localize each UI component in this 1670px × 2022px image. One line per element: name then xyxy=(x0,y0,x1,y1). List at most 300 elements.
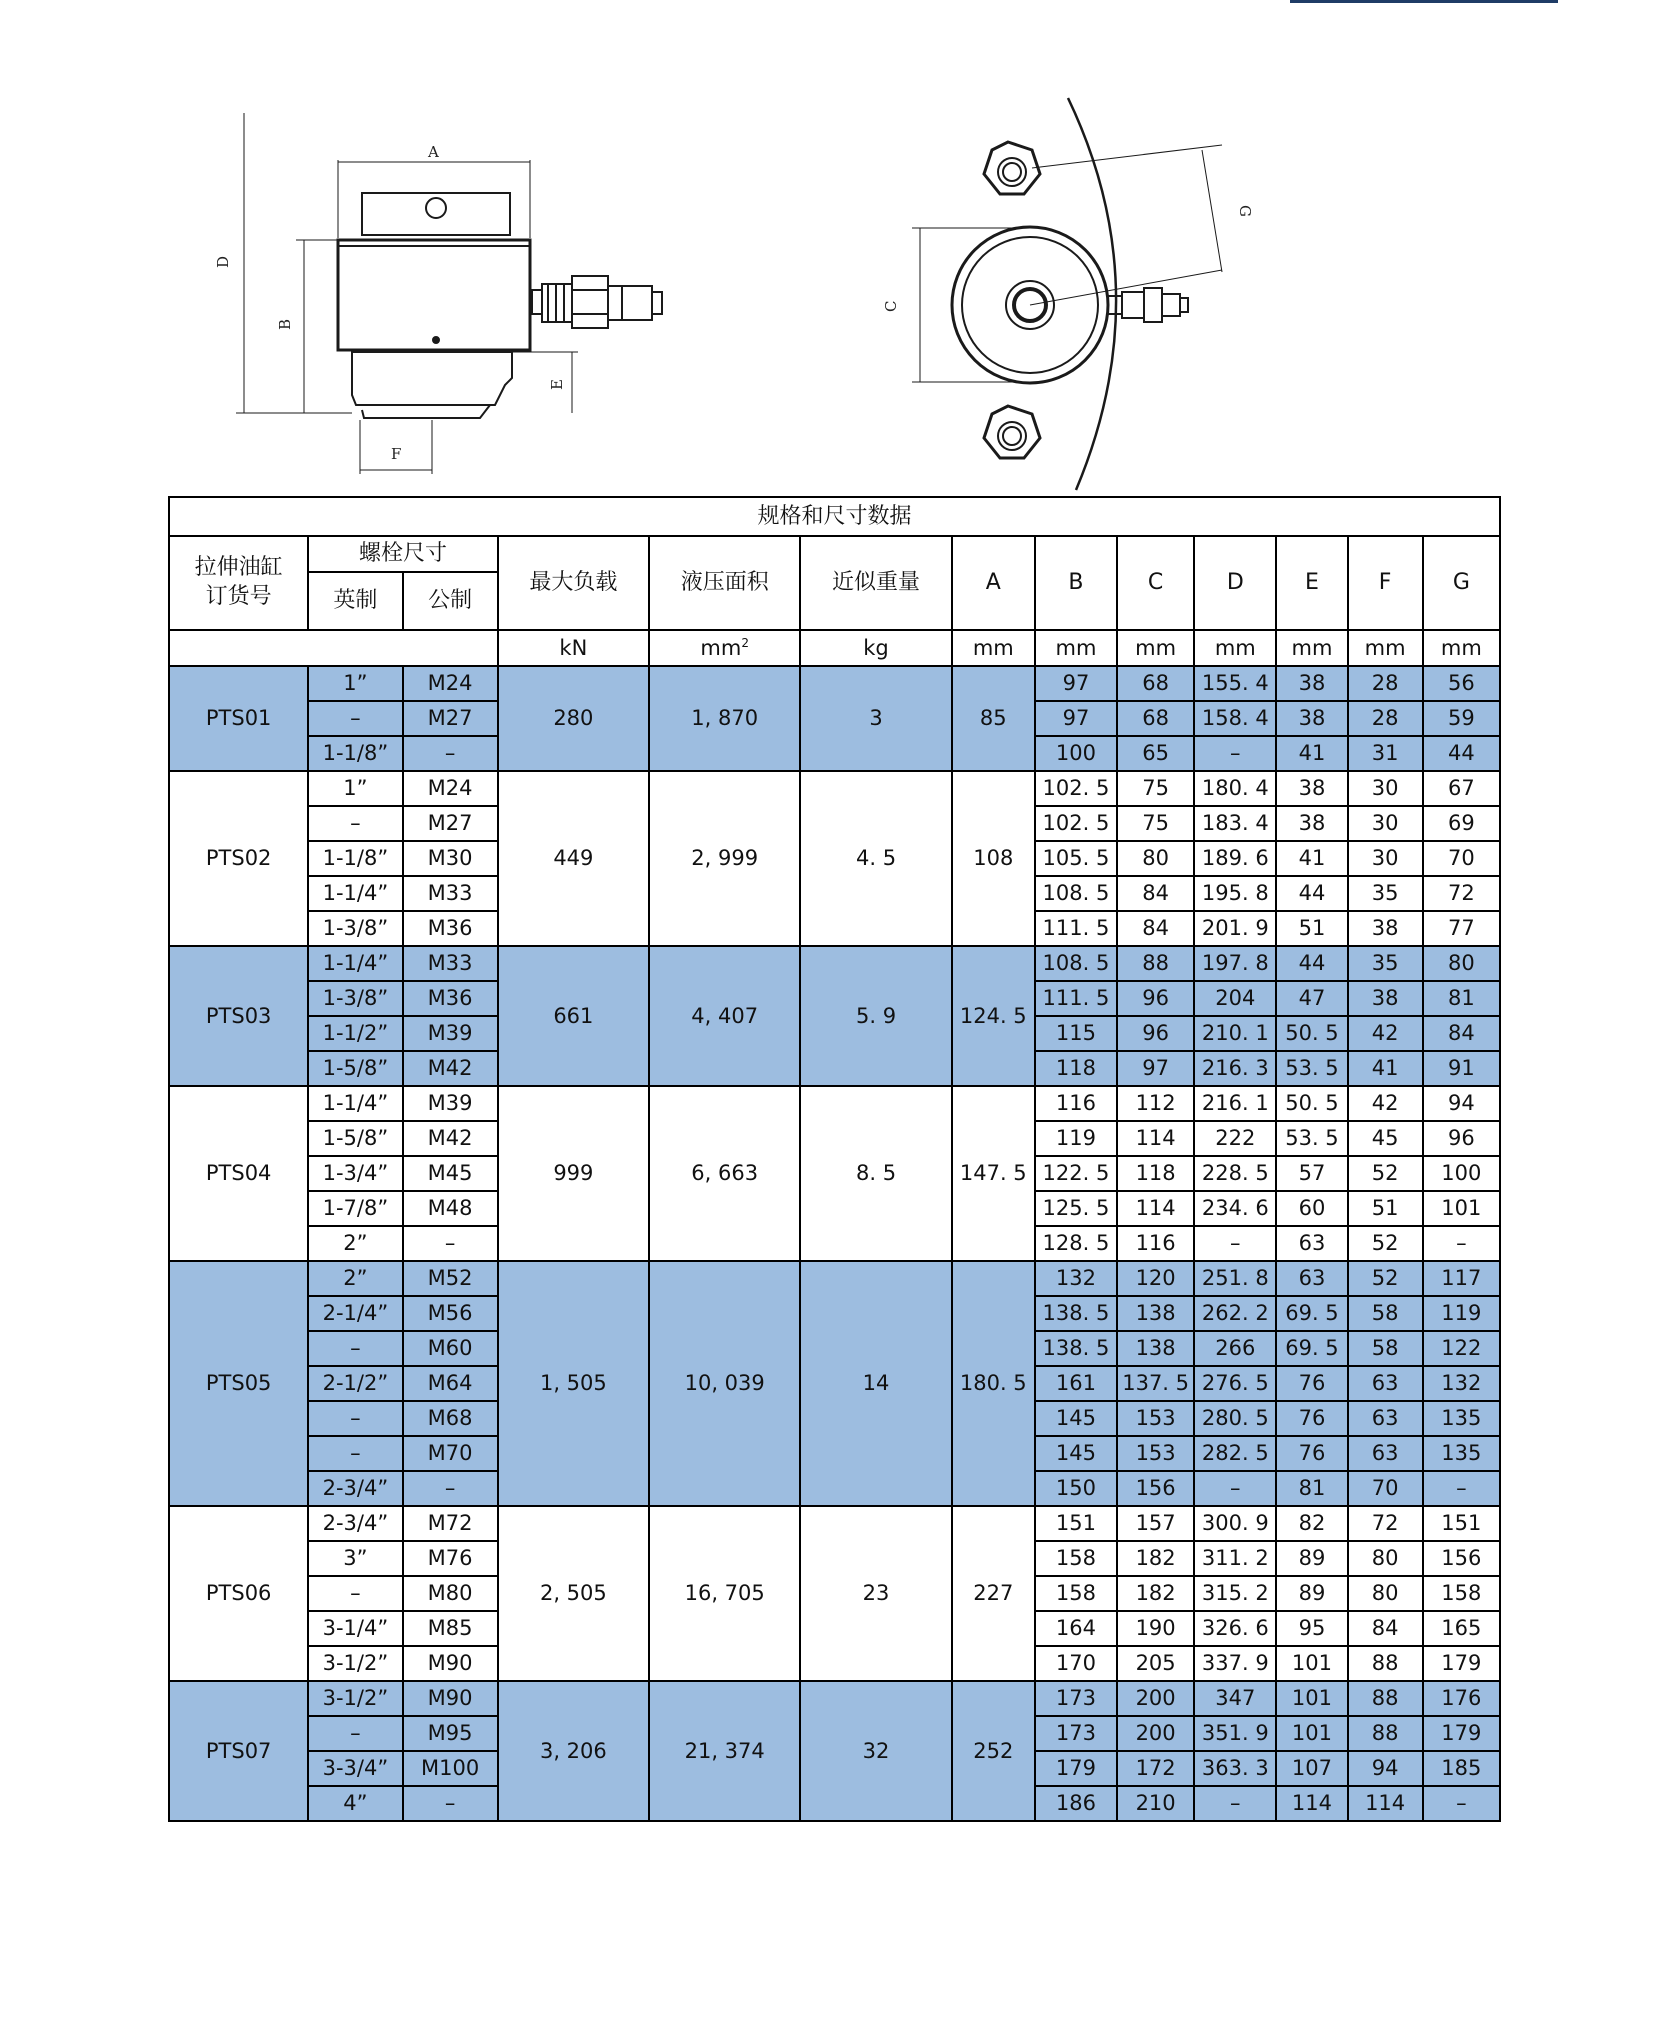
hydraulic-area-cell: 4, 407 xyxy=(649,946,800,1086)
table-row xyxy=(169,1681,1500,1716)
cell-metric: M70 xyxy=(403,1436,498,1471)
cell-d: – xyxy=(1194,1226,1276,1261)
cell-e: 76 xyxy=(1276,1436,1347,1471)
cell-e: 101 xyxy=(1276,1716,1347,1751)
cell-c: 153 xyxy=(1117,1436,1194,1471)
hydraulic-area-cell: 6, 663 xyxy=(649,1086,800,1261)
weight-cell: 23 xyxy=(800,1506,951,1681)
cell-d: 216. 1 xyxy=(1194,1086,1276,1121)
unit-d: mm xyxy=(1194,630,1276,666)
cell-g: 179 xyxy=(1423,1716,1500,1751)
cell-g: – xyxy=(1423,1471,1500,1506)
cell-b: 179 xyxy=(1035,1751,1117,1786)
cell-c: 200 xyxy=(1117,1716,1194,1751)
cell-c: 120 xyxy=(1117,1261,1194,1296)
cell-c: 80 xyxy=(1117,841,1194,876)
cell-e: 60 xyxy=(1276,1191,1347,1226)
cell-c: 116 xyxy=(1117,1226,1194,1261)
cell-f: 28 xyxy=(1348,701,1423,736)
cell-e: 76 xyxy=(1276,1401,1347,1436)
cell-e: 38 xyxy=(1276,806,1347,841)
cell-g: 81 xyxy=(1423,981,1500,1016)
max-load-cell: 3, 206 xyxy=(498,1681,649,1821)
cell-d: 326. 6 xyxy=(1194,1611,1276,1646)
unit-mm2 xyxy=(649,630,800,666)
cell-g: 84 xyxy=(1423,1016,1500,1051)
cell-f: 52 xyxy=(1348,1156,1423,1191)
cell-metric: M56 xyxy=(403,1296,498,1331)
cell-metric: – xyxy=(403,1786,498,1821)
cell-imperial: 1-5/8” xyxy=(308,1051,402,1086)
cell-imperial: 1-5/8” xyxy=(308,1121,402,1156)
cell-f: 63 xyxy=(1348,1436,1423,1471)
cell-metric: M85 xyxy=(403,1611,498,1646)
cell-d: 180. 4 xyxy=(1194,771,1276,806)
cell-d: 189. 6 xyxy=(1194,841,1276,876)
cell-imperial: 1-3/8” xyxy=(308,981,402,1016)
header-model: 拉伸油缸 订货号 xyxy=(169,536,308,630)
cell-f: 70 xyxy=(1348,1471,1423,1506)
cell-g: 156 xyxy=(1423,1541,1500,1576)
cell-d: 280. 5 xyxy=(1194,1401,1276,1436)
dim-label-c: C xyxy=(882,300,900,312)
cell-g: 96 xyxy=(1423,1121,1500,1156)
cell-b: 173 xyxy=(1035,1716,1117,1751)
cell-metric: M27 xyxy=(403,806,498,841)
cell-c: 75 xyxy=(1117,806,1194,841)
hydraulic-area-cell: 16, 705 xyxy=(649,1506,800,1681)
unit-e: mm xyxy=(1276,630,1347,666)
cell-e: 82 xyxy=(1276,1506,1347,1541)
cell-imperial: – xyxy=(308,806,402,841)
table-row xyxy=(169,1086,1500,1121)
cell-imperial: 1-3/8” xyxy=(308,911,402,946)
cell-d: 315. 2 xyxy=(1194,1576,1276,1611)
cell-b: 97 xyxy=(1035,666,1117,701)
cell-c: 65 xyxy=(1117,736,1194,771)
cell-g: 80 xyxy=(1423,946,1500,981)
cell-g: 165 xyxy=(1423,1611,1500,1646)
cell-f: 41 xyxy=(1348,1051,1423,1086)
cell-g: 122 xyxy=(1423,1331,1500,1366)
unit-mm2-base: mm xyxy=(700,636,742,660)
dim-a-cell: 124. 5 xyxy=(952,946,1035,1086)
cell-c: 114 xyxy=(1117,1121,1194,1156)
cell-f: 88 xyxy=(1348,1716,1423,1751)
header-metric: 公制 xyxy=(403,572,498,630)
cell-imperial: – xyxy=(308,1576,402,1611)
cell-c: 138 xyxy=(1117,1331,1194,1366)
cell-g: 158 xyxy=(1423,1576,1500,1611)
cell-b: 115 xyxy=(1035,1016,1117,1051)
model-group-pts06 xyxy=(169,1506,1500,1681)
cell-e: 69. 5 xyxy=(1276,1296,1347,1331)
cell-c: 172 xyxy=(1117,1751,1194,1786)
cell-g: 135 xyxy=(1423,1401,1500,1436)
max-load-cell: 280 xyxy=(498,666,649,771)
cell-imperial: 3-1/2” xyxy=(308,1681,402,1716)
cell-imperial: 1-1/8” xyxy=(308,841,402,876)
unit-b: mm xyxy=(1035,630,1117,666)
cell-e: 107 xyxy=(1276,1751,1347,1786)
cell-b: 138. 5 xyxy=(1035,1296,1117,1331)
dim-label-g: G xyxy=(1236,205,1254,217)
model-group-pts02 xyxy=(169,771,1500,946)
unit-mm2-sup: 2 xyxy=(741,636,749,650)
cell-b: 138. 5 xyxy=(1035,1331,1117,1366)
cell-c: 114 xyxy=(1117,1191,1194,1226)
cell-c: 88 xyxy=(1117,946,1194,981)
cell-imperial: 1” xyxy=(308,771,402,806)
cell-imperial: 2-1/4” xyxy=(308,1296,402,1331)
cell-c: 205 xyxy=(1117,1646,1194,1681)
cell-f: 30 xyxy=(1348,841,1423,876)
header-e: E xyxy=(1276,536,1347,630)
cell-g: 67 xyxy=(1423,771,1500,806)
cell-f: 58 xyxy=(1348,1331,1423,1366)
weight-cell: 5. 9 xyxy=(800,946,951,1086)
cell-imperial: 3” xyxy=(308,1541,402,1576)
cell-metric: – xyxy=(403,1226,498,1261)
max-load-cell: 449 xyxy=(498,771,649,946)
cell-b: 132 xyxy=(1035,1261,1117,1296)
cell-c: 157 xyxy=(1117,1506,1194,1541)
model-cell: PTS04 xyxy=(169,1086,308,1261)
cell-g: – xyxy=(1423,1226,1500,1261)
cell-metric: M36 xyxy=(403,981,498,1016)
cell-g: 117 xyxy=(1423,1261,1500,1296)
cell-metric: M27 xyxy=(403,701,498,736)
cell-e: 50. 5 xyxy=(1276,1086,1347,1121)
cell-metric: M64 xyxy=(403,1366,498,1401)
cell-imperial: 2” xyxy=(308,1261,402,1296)
model-cell: PTS05 xyxy=(169,1261,308,1506)
table-row xyxy=(169,946,1500,981)
cell-metric: M42 xyxy=(403,1121,498,1156)
dim-a-cell: 180. 5 xyxy=(952,1261,1035,1506)
cell-imperial: 2-1/2” xyxy=(308,1366,402,1401)
cell-metric: M24 xyxy=(403,771,498,806)
unit-blank xyxy=(169,630,498,666)
cell-metric: M24 xyxy=(403,666,498,701)
cell-c: 118 xyxy=(1117,1156,1194,1191)
cell-b: 170 xyxy=(1035,1646,1117,1681)
model-cell: PTS01 xyxy=(169,666,308,771)
dim-a-cell: 108 xyxy=(952,771,1035,946)
header-hydraulic-area: 液压面积 xyxy=(649,536,800,630)
cell-e: 101 xyxy=(1276,1646,1347,1681)
table-title: 规格和尺寸数据 xyxy=(169,497,1500,536)
cell-f: 35 xyxy=(1348,876,1423,911)
dim-label-f: F xyxy=(391,445,402,463)
cell-d: 351. 9 xyxy=(1194,1716,1276,1751)
cell-b: 158 xyxy=(1035,1576,1117,1611)
unit-kg: kg xyxy=(800,630,951,666)
max-load-cell: 661 xyxy=(498,946,649,1086)
hydraulic-area-cell: 10, 039 xyxy=(649,1261,800,1506)
cell-b: 150 xyxy=(1035,1471,1117,1506)
cell-e: 44 xyxy=(1276,876,1347,911)
dim-label-b: B xyxy=(276,318,294,330)
cell-g: 44 xyxy=(1423,736,1500,771)
cell-b: 102. 5 xyxy=(1035,771,1117,806)
cell-b: 128. 5 xyxy=(1035,1226,1117,1261)
cell-c: 112 xyxy=(1117,1086,1194,1121)
table-row xyxy=(169,771,1500,806)
cell-imperial: – xyxy=(308,1401,402,1436)
cell-g: 94 xyxy=(1423,1086,1500,1121)
cell-d: 195. 8 xyxy=(1194,876,1276,911)
cell-d: 222 xyxy=(1194,1121,1276,1156)
cell-metric: M42 xyxy=(403,1051,498,1086)
cell-b: 105. 5 xyxy=(1035,841,1117,876)
cell-e: 57 xyxy=(1276,1156,1347,1191)
cell-b: 97 xyxy=(1035,701,1117,736)
cell-metric: M30 xyxy=(403,841,498,876)
unit-kn: kN xyxy=(498,630,649,666)
cell-g: 70 xyxy=(1423,841,1500,876)
cell-c: 68 xyxy=(1117,701,1194,736)
model-group-pts05 xyxy=(169,1261,1500,1506)
cell-g: 91 xyxy=(1423,1051,1500,1086)
cell-imperial: – xyxy=(308,1436,402,1471)
cell-imperial: 1-1/4” xyxy=(308,876,402,911)
cell-f: 31 xyxy=(1348,736,1423,771)
cell-b: 151 xyxy=(1035,1506,1117,1541)
cell-b: 108. 5 xyxy=(1035,946,1117,981)
max-load-cell: 999 xyxy=(498,1086,649,1261)
hydraulic-area-cell: 1, 870 xyxy=(649,666,800,771)
cell-b: 145 xyxy=(1035,1401,1117,1436)
cell-b: 116 xyxy=(1035,1086,1117,1121)
cell-e: 63 xyxy=(1276,1226,1347,1261)
cell-metric: M39 xyxy=(403,1016,498,1051)
cell-d: 266 xyxy=(1194,1331,1276,1366)
cell-metric: M68 xyxy=(403,1401,498,1436)
cell-c: 182 xyxy=(1117,1576,1194,1611)
weight-cell: 3 xyxy=(800,666,951,771)
header-f: F xyxy=(1348,536,1423,630)
header-c: C xyxy=(1117,536,1194,630)
cell-g: 100 xyxy=(1423,1156,1500,1191)
cell-imperial: 2-3/4” xyxy=(308,1506,402,1541)
dim-a-cell: 85 xyxy=(952,666,1035,771)
cell-metric: M72 xyxy=(403,1506,498,1541)
cell-d: 251. 8 xyxy=(1194,1261,1276,1296)
table-row xyxy=(169,1506,1500,1541)
cell-b: 100 xyxy=(1035,736,1117,771)
cell-c: 96 xyxy=(1117,981,1194,1016)
dim-a-cell: 227 xyxy=(952,1506,1035,1681)
cell-c: 97 xyxy=(1117,1051,1194,1086)
cell-d: 347 xyxy=(1194,1681,1276,1716)
header-b: B xyxy=(1035,536,1117,630)
cell-f: 94 xyxy=(1348,1751,1423,1786)
cell-e: 50. 5 xyxy=(1276,1016,1347,1051)
cell-b: 111. 5 xyxy=(1035,911,1117,946)
cell-d: – xyxy=(1194,736,1276,771)
technical-drawing xyxy=(0,0,1670,500)
weight-cell: 14 xyxy=(800,1261,951,1506)
model-cell: PTS03 xyxy=(169,946,308,1086)
cell-e: 69. 5 xyxy=(1276,1331,1347,1366)
cell-metric: – xyxy=(403,736,498,771)
cell-b: 145 xyxy=(1035,1436,1117,1471)
cell-f: 42 xyxy=(1348,1086,1423,1121)
table-row xyxy=(169,1261,1500,1296)
cell-c: 210 xyxy=(1117,1786,1194,1821)
cell-e: 47 xyxy=(1276,981,1347,1016)
cell-b: 186 xyxy=(1035,1786,1117,1821)
cell-d: 216. 3 xyxy=(1194,1051,1276,1086)
unit-a: mm xyxy=(952,630,1035,666)
cell-metric: M39 xyxy=(403,1086,498,1121)
cell-b: 118 xyxy=(1035,1051,1117,1086)
cell-d: 282. 5 xyxy=(1194,1436,1276,1471)
hydraulic-area-cell: 2, 999 xyxy=(649,771,800,946)
top-view-drawing xyxy=(912,98,1222,490)
cell-d: 210. 1 xyxy=(1194,1016,1276,1051)
cell-d: 262. 2 xyxy=(1194,1296,1276,1331)
cell-metric: M90 xyxy=(403,1646,498,1681)
cell-g: 77 xyxy=(1423,911,1500,946)
cell-imperial: 2” xyxy=(308,1226,402,1261)
cell-imperial: – xyxy=(308,1331,402,1366)
unit-g: mm xyxy=(1423,630,1500,666)
cell-e: 38 xyxy=(1276,666,1347,701)
cell-e: 101 xyxy=(1276,1681,1347,1716)
cell-g: 56 xyxy=(1423,666,1500,701)
max-load-cell: 1, 505 xyxy=(498,1261,649,1506)
cell-b: 122. 5 xyxy=(1035,1156,1117,1191)
cell-f: 30 xyxy=(1348,771,1423,806)
cell-f: 88 xyxy=(1348,1646,1423,1681)
dim-label-a: A xyxy=(428,143,439,161)
header-imperial: 英制 xyxy=(308,572,402,630)
cell-b: 111. 5 xyxy=(1035,981,1117,1016)
hydraulic-area-cell: 21, 374 xyxy=(649,1681,800,1821)
cell-g: 119 xyxy=(1423,1296,1500,1331)
cell-b: 173 xyxy=(1035,1681,1117,1716)
cell-f: 52 xyxy=(1348,1226,1423,1261)
cell-b: 125. 5 xyxy=(1035,1191,1117,1226)
cell-f: 88 xyxy=(1348,1681,1423,1716)
cell-g: 101 xyxy=(1423,1191,1500,1226)
cell-f: 35 xyxy=(1348,946,1423,981)
cell-d: 363. 3 xyxy=(1194,1751,1276,1786)
cell-imperial: – xyxy=(308,1716,402,1751)
cell-imperial: 1-1/2” xyxy=(308,1016,402,1051)
dim-label-e: E xyxy=(548,379,566,390)
cell-imperial: 1” xyxy=(308,666,402,701)
cell-f: 72 xyxy=(1348,1506,1423,1541)
cell-c: 96 xyxy=(1117,1016,1194,1051)
cell-c: 156 xyxy=(1117,1471,1194,1506)
cell-g: 132 xyxy=(1423,1366,1500,1401)
cell-b: 119 xyxy=(1035,1121,1117,1156)
cell-imperial: 1-3/4” xyxy=(308,1156,402,1191)
cell-e: 38 xyxy=(1276,771,1347,806)
cell-d: 276. 5 xyxy=(1194,1366,1276,1401)
cell-c: 75 xyxy=(1117,771,1194,806)
cell-f: 80 xyxy=(1348,1576,1423,1611)
cell-imperial: 1-1/4” xyxy=(308,946,402,981)
cell-metric: M33 xyxy=(403,946,498,981)
cell-c: 138 xyxy=(1117,1296,1194,1331)
cell-e: 95 xyxy=(1276,1611,1347,1646)
dim-a-cell: 252 xyxy=(952,1681,1035,1821)
cell-imperial: 3-1/4” xyxy=(308,1611,402,1646)
cell-e: 53. 5 xyxy=(1276,1121,1347,1156)
model-cell: PTS06 xyxy=(169,1506,308,1681)
cell-f: 80 xyxy=(1348,1541,1423,1576)
header-a: A xyxy=(952,536,1035,630)
cell-f: 30 xyxy=(1348,806,1423,841)
cell-b: 158 xyxy=(1035,1541,1117,1576)
cell-e: 53. 5 xyxy=(1276,1051,1347,1086)
cell-d: 204 xyxy=(1194,981,1276,1016)
cell-imperial: 3-3/4” xyxy=(308,1751,402,1786)
cell-f: 63 xyxy=(1348,1401,1423,1436)
cell-f: 42 xyxy=(1348,1016,1423,1051)
cell-f: 58 xyxy=(1348,1296,1423,1331)
cell-e: 44 xyxy=(1276,946,1347,981)
model-cell: PTS02 xyxy=(169,771,308,946)
cell-c: 190 xyxy=(1117,1611,1194,1646)
table-header xyxy=(169,497,1500,666)
cell-imperial: 1-1/4” xyxy=(308,1086,402,1121)
cell-f: 38 xyxy=(1348,981,1423,1016)
cell-metric: M80 xyxy=(403,1576,498,1611)
cell-g: 176 xyxy=(1423,1681,1500,1716)
cell-e: 89 xyxy=(1276,1541,1347,1576)
cell-b: 102. 5 xyxy=(1035,806,1117,841)
cell-e: 114 xyxy=(1276,1786,1347,1821)
cell-c: 137. 5 xyxy=(1117,1366,1194,1401)
cell-imperial: 1-7/8” xyxy=(308,1191,402,1226)
cell-e: 51 xyxy=(1276,911,1347,946)
cell-f: 114 xyxy=(1348,1786,1423,1821)
cell-c: 182 xyxy=(1117,1541,1194,1576)
header-g: G xyxy=(1423,536,1500,630)
model-group-pts07 xyxy=(169,1681,1500,1821)
model-group-pts04 xyxy=(169,1086,1500,1261)
cell-e: 89 xyxy=(1276,1576,1347,1611)
cell-c: 153 xyxy=(1117,1401,1194,1436)
cell-g: 135 xyxy=(1423,1436,1500,1471)
cell-metric: M90 xyxy=(403,1681,498,1716)
cell-d: 311. 2 xyxy=(1194,1541,1276,1576)
cell-f: 38 xyxy=(1348,911,1423,946)
header-max-load: 最大负载 xyxy=(498,536,649,630)
model-group-pts01 xyxy=(169,666,1500,771)
cell-e: 41 xyxy=(1276,841,1347,876)
cell-d: – xyxy=(1194,1471,1276,1506)
cell-imperial: 1-1/8” xyxy=(308,736,402,771)
cell-d: 197. 8 xyxy=(1194,946,1276,981)
cell-metric: M36 xyxy=(403,911,498,946)
cell-b: 161 xyxy=(1035,1366,1117,1401)
cell-metric: – xyxy=(403,1471,498,1506)
cell-f: 84 xyxy=(1348,1611,1423,1646)
cell-d: 337. 9 xyxy=(1194,1646,1276,1681)
cell-f: 52 xyxy=(1348,1261,1423,1296)
cell-g: 69 xyxy=(1423,806,1500,841)
cell-e: 81 xyxy=(1276,1471,1347,1506)
weight-cell: 8. 5 xyxy=(800,1086,951,1261)
model-cell: PTS07 xyxy=(169,1681,308,1821)
table-row xyxy=(169,666,1500,701)
